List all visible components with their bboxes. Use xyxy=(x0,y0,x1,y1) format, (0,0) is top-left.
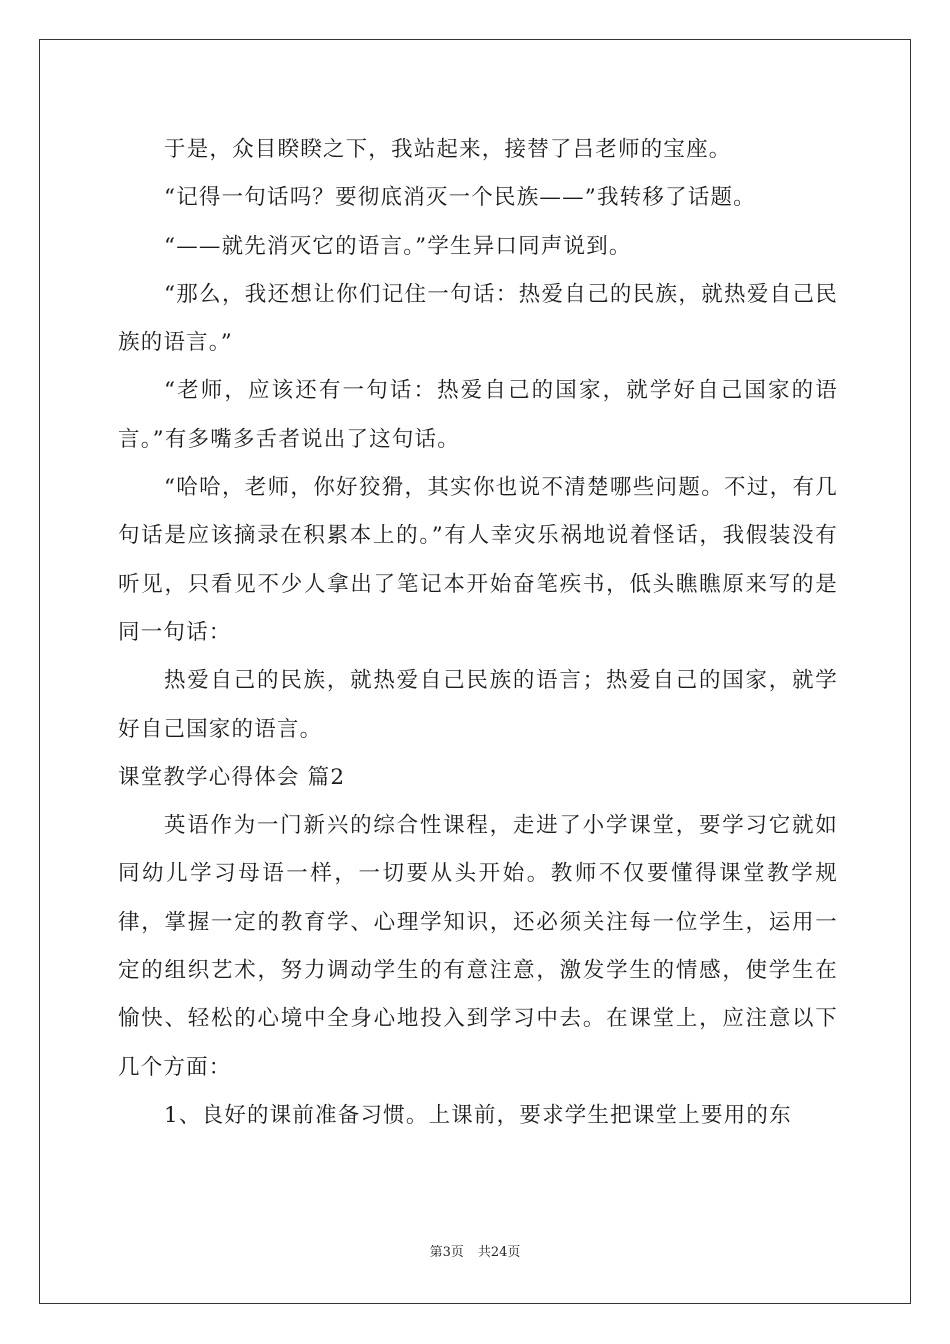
section-paragraph-1: 英语作为一门新兴的综合性课程，走进了小学课堂，要学习它就如同幼儿学习母语一样，一切要从头开始。教师不仅要懂得课堂教学规律，掌握一定的教育学、心理学知识，还必须关注每一位学生，运用一定的组织艺术，努力调动学生的有意注意，激发学生的情感，使学生在愉快、轻松的心境中全身心地投入到学习中去。在课堂上，应注意以下几个方面： xyxy=(118,813,838,1080)
paragraph-5: “老师，应该还有一句话：热爱自己的国家，就学好自己国家的语言。”有多嘴多舌者说出了这句话。 xyxy=(118,378,838,452)
section-heading: 课堂教学心得体会 篇2 xyxy=(118,764,346,790)
page-total: 共24页 xyxy=(477,1245,521,1260)
section-paragraph-2: 1、良好的课前准备习惯。上课前，要求学生把课堂上要用的东 xyxy=(164,1102,792,1128)
page-footer xyxy=(0,1244,950,1262)
paragraph-1: 于是，众目睽睽之下，我站起来，接替了吕老师的宝座。 xyxy=(164,137,732,162)
paragraph-2: “记得一句话吗？要彻底消灭一个民族——”我转移了话题。 xyxy=(164,185,756,211)
document-body xyxy=(118,126,838,1140)
paragraph-4: “那么，我还想让你们记住一句话：热爱自己的民族，就热爱自己民族的语言。” xyxy=(118,281,838,356)
paragraph-7: 热爱自己的民族，就热爱自己民族的语言；热爱自己的国家，就学好自己国家的语言。 xyxy=(118,668,838,742)
paragraph-3: “——就先消灭它的语言。”学生异口同声说到。 xyxy=(164,233,632,259)
paragraph-6: “哈哈，老师，你好狡猾，其实你也说不清楚哪些问题。不过，有几句话是应该摘录在积累本上的。”有人幸灾乐祸地说着怪话，我假装没有听见，只看见不少人拿出了笔记本开始奋笔疾书，低头瞧瞧原来写的是同一句话： xyxy=(118,475,838,645)
page-number: 第3页 xyxy=(429,1245,464,1260)
